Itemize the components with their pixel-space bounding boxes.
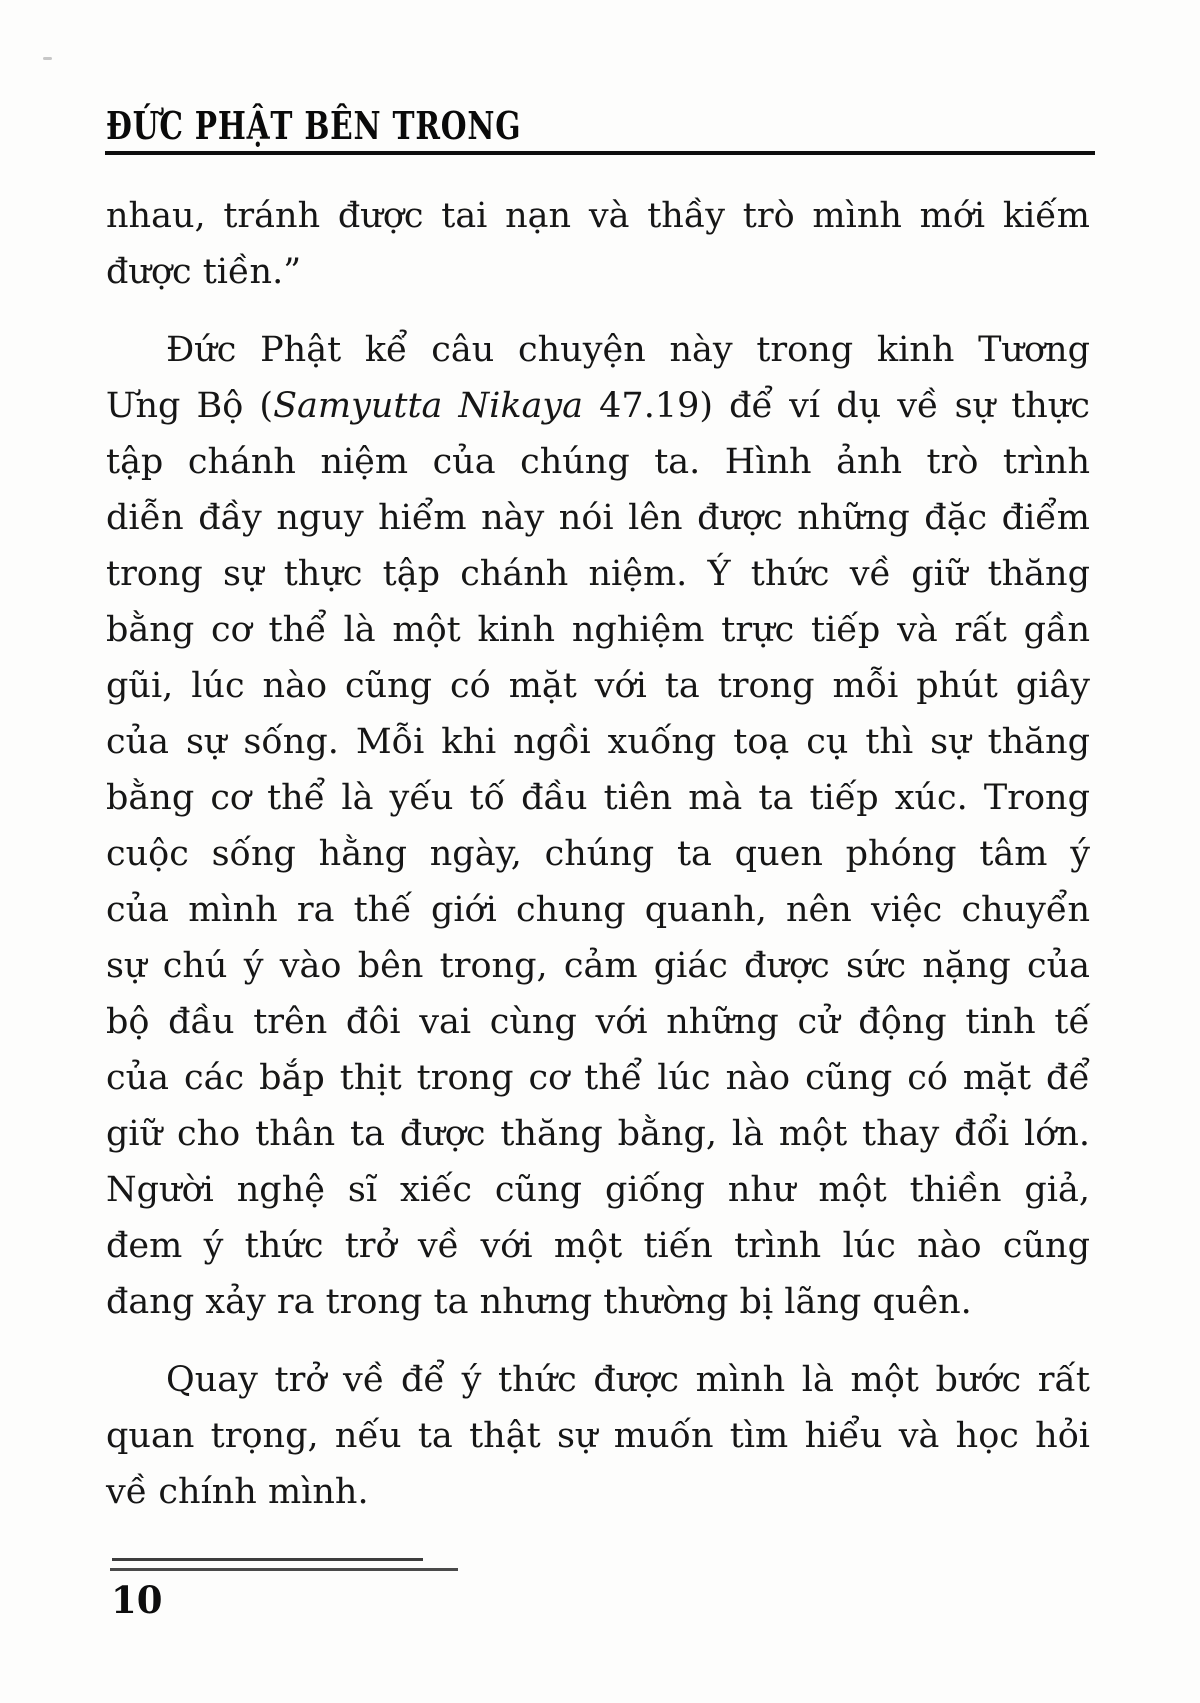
text-segment: Ưng Bộ ( [106,386,274,426]
text-line [106,1274,1090,1330]
text-segment: giữ cho thân ta được thăng bằng, là một thay đổi lớn. [106,1114,1090,1154]
text-segment: 47.19) để ví dụ về sự thực [583,386,1090,426]
text-line [106,770,1090,826]
header-rule [105,151,1095,155]
page-number: 10 [111,1578,163,1622]
text-line [106,1218,1090,1274]
text-segment: sự chú ý vào bên trong, cảm giác được sức nặng của [106,946,1090,986]
text-segment: nhau, tránh được tai nạn và thầy trò mình mới kiếm [106,196,1090,236]
body-text [106,188,1090,1520]
text-line [106,1162,1090,1218]
text-segment: bộ đầu trên đôi vai cùng với những cử động tinh tế [106,1002,1090,1042]
text-line [106,546,1090,602]
text-line [106,378,1090,434]
text-line [106,882,1090,938]
scan-speck [43,57,52,60]
text-line [106,826,1090,882]
text-line [106,658,1090,714]
text-segment: về chính mình. [106,1472,369,1512]
paragraph [106,322,1090,1330]
text-line [106,1050,1090,1106]
text-line [106,322,1090,378]
text-segment: bằng cơ thể là một kinh nghiệm trực tiếp và rất gần [106,610,1090,650]
text-line [106,490,1090,546]
text-segment: tập chánh niệm của chúng ta. Hình ảnh trò trình [106,442,1090,482]
text-segment: gũi, lúc nào cũng có mặt với ta trong mỗi phút giây [106,666,1090,706]
text-line [106,1352,1090,1408]
text-segment: bằng cơ thể là yếu tố đầu tiên mà ta tiếp xúc. Trong [106,778,1090,818]
text-segment: đang xảy ra trong ta nhưng thường bị lãng quên. [106,1282,972,1322]
text-line [106,1464,1090,1520]
paragraph [106,1352,1090,1520]
text-segment: diễn đầy nguy hiểm này nói lên được những đặc điểm [106,498,1090,538]
italic-text-segment: Samyutta Nikaya [273,386,584,426]
text-segment: đem ý thức trở về với một tiến trình lúc nào cũng [106,1226,1090,1266]
text-line [106,1106,1090,1162]
footer-rule-bottom [110,1568,458,1571]
text-line [106,188,1090,244]
text-segment: quan trọng, nếu ta thật sự muốn tìm hiểu và học hỏi [106,1416,1090,1456]
running-header-title: ĐỨC PHẬT BÊN TRONG [106,103,522,148]
text-line [106,244,1090,300]
text-line [106,602,1090,658]
text-line [106,938,1090,994]
text-line [106,994,1090,1050]
text-segment: Quay trở về để ý thức được mình là một bước rất [166,1360,1090,1400]
text-segment: cuộc sống hằng ngày, chúng ta quen phóng tâm ý [106,834,1090,874]
text-segment: của các bắp thịt trong cơ thể lúc nào cũng có mặt để [106,1058,1090,1098]
text-line [106,434,1090,490]
text-segment: được tiền.” [106,252,302,292]
text-line [106,1408,1090,1464]
text-segment: trong sự thực tập chánh niệm. Ý thức về giữ thăng [106,554,1090,594]
text-segment: Đức Phật kể câu chuyện này trong kinh Tương [166,330,1090,370]
footer-rule-top [112,1558,423,1561]
text-segment: của sự sống. Mỗi khi ngồi xuống toạ cụ thì sự thăng [106,722,1090,762]
text-segment: của mình ra thế giới chung quanh, nên việc chuyển [106,890,1090,930]
paragraph [106,188,1090,300]
text-line [106,714,1090,770]
text-segment: Người nghệ sĩ xiếc cũng giống như một thiền giả, [106,1170,1090,1210]
